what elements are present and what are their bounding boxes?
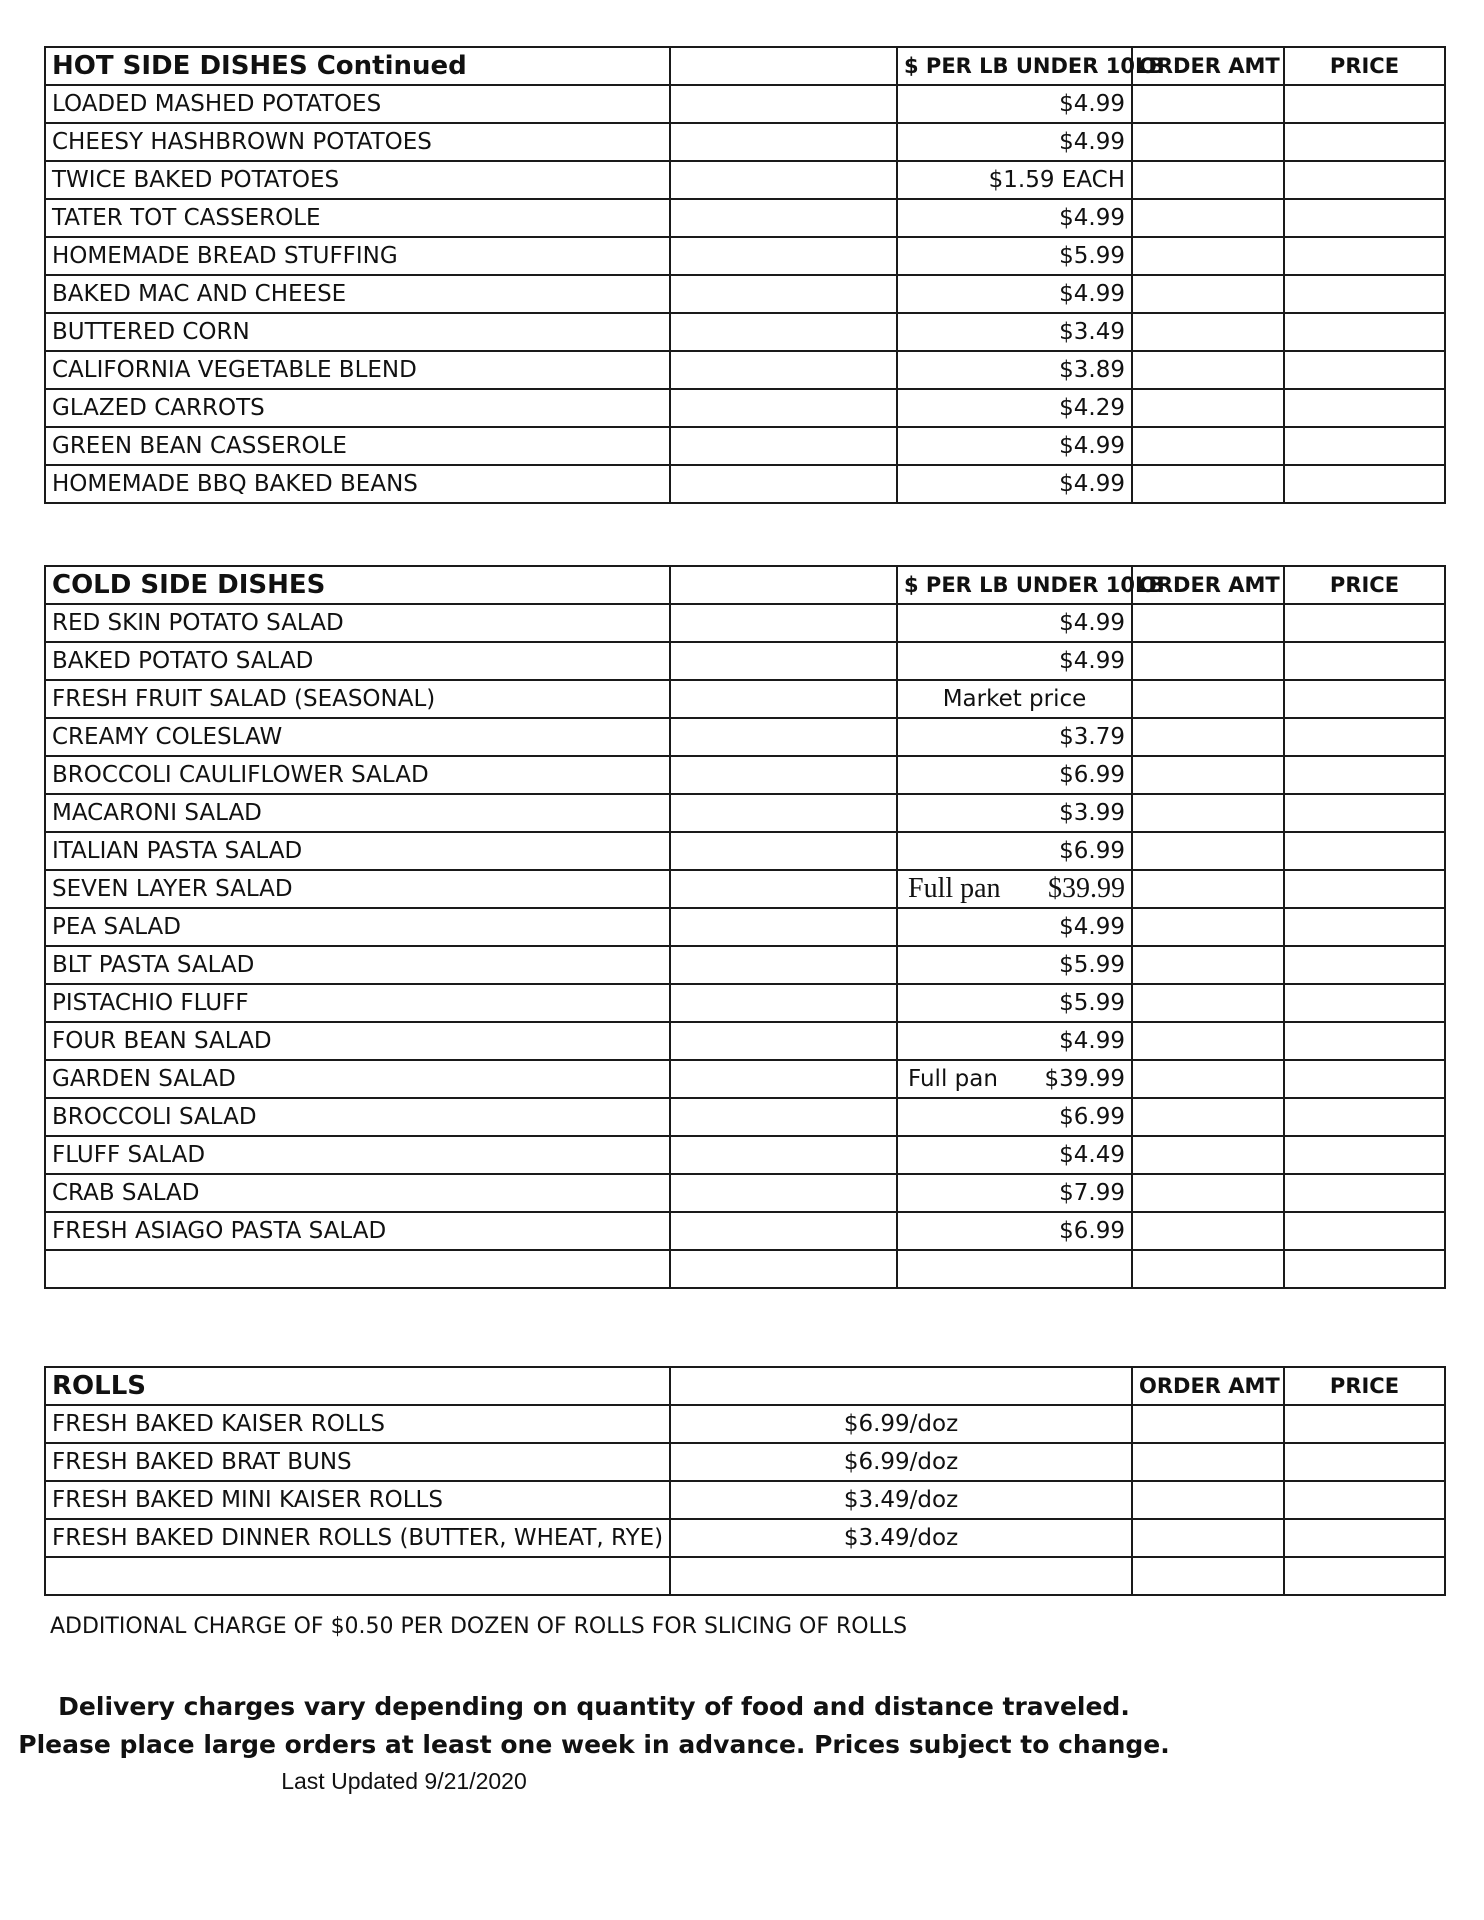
order-amt-cell[interactable] xyxy=(1132,1519,1284,1557)
blank-cell xyxy=(670,718,897,756)
price-cell xyxy=(1284,984,1445,1022)
table-row xyxy=(45,313,1445,351)
column-header-order-amt: ORDER AMT xyxy=(1132,47,1284,85)
item-price: Market price xyxy=(897,680,1132,718)
item-name: GREEN BEAN CASSEROLE xyxy=(45,427,670,465)
table-row xyxy=(45,756,1445,794)
item-price: $7.99 xyxy=(897,1174,1132,1212)
item-name: CREAMY COLESLAW xyxy=(45,718,670,756)
price-cell xyxy=(1284,123,1445,161)
table-row xyxy=(45,642,1445,680)
item-name: TWICE BAKED POTATOES xyxy=(45,161,670,199)
item-price: $5.99 xyxy=(897,984,1132,1022)
price-cell xyxy=(1284,389,1445,427)
blank-cell xyxy=(670,946,897,984)
last-updated: Last Updated 9/21/2020 xyxy=(281,1768,527,1794)
column-header-price: PRICE xyxy=(1284,1367,1445,1405)
price-cell xyxy=(1284,1519,1445,1557)
item-name: BROCCOLI CAULIFLOWER SALAD xyxy=(45,756,670,794)
roll-items xyxy=(45,1405,1445,1557)
item-name: BAKED MAC AND CHEESE xyxy=(45,275,670,313)
order-amt-cell[interactable] xyxy=(1132,275,1284,313)
item-name: FRESH BAKED DINNER ROLLS (BUTTER, WHEAT, RYE) xyxy=(45,1519,670,1557)
price-cell xyxy=(1284,199,1445,237)
item-name: FRESH FRUIT SALAD (SEASONAL) xyxy=(45,680,670,718)
order-amt-cell[interactable] xyxy=(1132,1022,1284,1060)
rolls-table xyxy=(44,1366,1446,1596)
item-price: $4.99 xyxy=(897,427,1132,465)
price-cell xyxy=(1284,1250,1445,1288)
order-amt-cell[interactable] xyxy=(1132,604,1284,642)
item-price: $4.29 xyxy=(897,389,1132,427)
item-price: $39.99 xyxy=(1048,873,1125,904)
blank-cell xyxy=(670,832,897,870)
item-price: $4.99 xyxy=(897,85,1132,123)
table-row xyxy=(45,199,1445,237)
item-name: FLUFF SALAD xyxy=(45,1136,670,1174)
order-amt-cell[interactable] xyxy=(1132,756,1284,794)
full-pan-label: Full pan xyxy=(908,1066,998,1092)
item-name: PEA SALAD xyxy=(45,908,670,946)
item-name: BUTTERED CORN xyxy=(45,313,670,351)
price-cell xyxy=(1284,275,1445,313)
item-price: $6.99 xyxy=(897,832,1132,870)
price-cell xyxy=(1284,908,1445,946)
table-row xyxy=(45,351,1445,389)
table-row xyxy=(45,1098,1445,1136)
order-amt-cell[interactable] xyxy=(1132,1212,1284,1250)
table-row xyxy=(45,870,1445,908)
empty-row xyxy=(45,1557,1445,1595)
price-cell xyxy=(1284,946,1445,984)
column-header-order-amt: ORDER AMT xyxy=(1132,566,1284,604)
price-cell xyxy=(1284,680,1445,718)
order-amt-cell[interactable] xyxy=(1132,237,1284,275)
item-name: CRAB SALAD xyxy=(45,1174,670,1212)
price-cell xyxy=(1284,1174,1445,1212)
item-price: $3.49 xyxy=(897,313,1132,351)
blank-cell xyxy=(670,1098,897,1136)
blank-cell xyxy=(670,566,897,604)
table-row xyxy=(45,832,1445,870)
item-price: $6.99/doz xyxy=(670,1443,1132,1481)
hot-items xyxy=(45,85,1445,503)
price-cell xyxy=(1284,1212,1445,1250)
cold-items xyxy=(45,604,1445,1250)
blank-cell xyxy=(670,313,897,351)
item-price: $4.99 xyxy=(897,1022,1132,1060)
item-price: $1.59 EACH xyxy=(897,161,1132,199)
blank-cell xyxy=(670,1136,897,1174)
item-name: GARDEN SALAD xyxy=(45,1060,670,1098)
table-row xyxy=(45,237,1445,275)
blank-cell xyxy=(670,85,897,123)
order-amt-cell[interactable] xyxy=(1132,313,1284,351)
order-amt-cell[interactable] xyxy=(1132,465,1284,503)
price-cell xyxy=(1284,794,1445,832)
item-price: $4.99 xyxy=(897,642,1132,680)
blank-cell xyxy=(670,237,897,275)
price-cell xyxy=(1284,427,1445,465)
order-amt-cell[interactable] xyxy=(1132,946,1284,984)
item-price: $4.99 xyxy=(897,123,1132,161)
blank-cell xyxy=(670,756,897,794)
price-cell xyxy=(1284,1060,1445,1098)
blank-cell xyxy=(670,389,897,427)
table-row xyxy=(45,1519,1445,1557)
column-header-price-per-lb: $ PER LB UNDER 10LB xyxy=(897,47,1132,85)
item-price: $3.99 xyxy=(897,794,1132,832)
item-price: $6.99 xyxy=(897,1098,1132,1136)
price-cell xyxy=(1284,237,1445,275)
table-row xyxy=(45,908,1445,946)
price-cell xyxy=(1284,870,1445,908)
blank-cell xyxy=(670,47,897,85)
full-pan-label: Full pan xyxy=(908,873,1001,904)
blank-cell xyxy=(670,1022,897,1060)
price-cell xyxy=(1284,161,1445,199)
blank-cell xyxy=(670,908,897,946)
order-amt-cell[interactable] xyxy=(1132,1443,1284,1481)
column-header-order-amt: ORDER AMT xyxy=(1132,1367,1284,1405)
order-amt-cell[interactable] xyxy=(1132,1098,1284,1136)
column-header-price: PRICE xyxy=(1284,566,1445,604)
order-amt-cell[interactable] xyxy=(1132,123,1284,161)
blank-cell xyxy=(670,1212,897,1250)
table-row xyxy=(45,123,1445,161)
item-name: FRESH ASIAGO PASTA SALAD xyxy=(45,1212,670,1250)
table-row xyxy=(45,680,1445,718)
item-name: FRESH BAKED KAISER ROLLS xyxy=(45,1405,670,1443)
table-row xyxy=(45,465,1445,503)
blank-cell xyxy=(670,984,897,1022)
blank-cell xyxy=(670,604,897,642)
price-cell xyxy=(1284,1481,1445,1519)
order-amt-cell[interactable] xyxy=(1132,984,1284,1022)
item-name: BROCCOLI SALAD xyxy=(45,1098,670,1136)
table-row xyxy=(45,1022,1445,1060)
order-amt-cell[interactable] xyxy=(1132,389,1284,427)
item-name: TATER TOT CASSEROLE xyxy=(45,199,670,237)
table-row xyxy=(45,275,1445,313)
blank-cell xyxy=(670,351,897,389)
item-name: CHEESY HASHBROWN POTATOES xyxy=(45,123,670,161)
table-row xyxy=(45,794,1445,832)
slicing-charge-note: ADDITIONAL CHARGE OF $0.50 PER DOZEN OF ROLLS FOR SLICING OF ROLLS xyxy=(50,1614,908,1639)
order-amt-cell[interactable] xyxy=(1132,832,1284,870)
price-cell xyxy=(1284,1098,1445,1136)
item-price: $4.99 xyxy=(897,199,1132,237)
order-amt-cell[interactable] xyxy=(1132,85,1284,123)
table-row xyxy=(45,161,1445,199)
price-cell xyxy=(1284,1443,1445,1481)
item-price: $6.99/doz xyxy=(670,1405,1132,1443)
price-cell xyxy=(1284,85,1445,123)
price-cell xyxy=(1284,1136,1445,1174)
item-price: $4.99 xyxy=(897,465,1132,503)
blank-cell xyxy=(670,642,897,680)
table-row xyxy=(45,1136,1445,1174)
item-name: BLT PASTA SALAD xyxy=(45,946,670,984)
item-name: FRESH BAKED BRAT BUNS xyxy=(45,1443,670,1481)
table-row xyxy=(45,85,1445,123)
table-header-row xyxy=(45,47,1445,85)
table-row xyxy=(45,1443,1445,1481)
blank-cell xyxy=(670,161,897,199)
item-price: $3.89 xyxy=(897,351,1132,389)
blank-cell xyxy=(670,870,897,908)
item-price: $39.99 xyxy=(1044,1066,1125,1092)
item-name: PISTACHIO FLUFF xyxy=(45,984,670,1022)
blank-cell xyxy=(670,1174,897,1212)
column-header-price-per-lb: $ PER LB UNDER 10LB xyxy=(897,566,1132,604)
price-cell xyxy=(1284,718,1445,756)
table-header-row xyxy=(45,1367,1445,1405)
item-name: ITALIAN PASTA SALAD xyxy=(45,832,670,870)
order-amt-cell[interactable] xyxy=(1132,427,1284,465)
price-per-lb-cell xyxy=(897,1060,1132,1098)
table-row xyxy=(45,389,1445,427)
item-price: $3.49/doz xyxy=(670,1481,1132,1519)
order-amt-cell[interactable] xyxy=(1132,1136,1284,1174)
order-amt-cell[interactable] xyxy=(1132,1557,1284,1595)
table-row xyxy=(45,718,1445,756)
price-cell xyxy=(1284,756,1445,794)
table-row xyxy=(45,1481,1445,1519)
item-name: CALIFORNIA VEGETABLE BLEND xyxy=(45,351,670,389)
item-price: $4.99 xyxy=(897,275,1132,313)
item-price: $3.49/doz xyxy=(670,1519,1132,1557)
order-amt-cell[interactable] xyxy=(1132,1405,1284,1443)
blank-cell xyxy=(670,680,897,718)
column-header-price: PRICE xyxy=(1284,47,1445,85)
order-amt-cell[interactable] xyxy=(1132,870,1284,908)
order-amt-cell[interactable] xyxy=(1132,199,1284,237)
item-name: BAKED POTATO SALAD xyxy=(45,642,670,680)
table-row xyxy=(45,984,1445,1022)
price-cell xyxy=(1284,1557,1445,1595)
blank-cell xyxy=(670,794,897,832)
blank-cell xyxy=(670,275,897,313)
price-cell xyxy=(1284,1405,1445,1443)
table-row xyxy=(45,427,1445,465)
order-amt-cell[interactable] xyxy=(1132,908,1284,946)
table-header-row xyxy=(45,566,1445,604)
price-cell xyxy=(1284,642,1445,680)
item-name: HOMEMADE BREAD STUFFING xyxy=(45,237,670,275)
order-amt-cell[interactable] xyxy=(1132,1060,1284,1098)
advance-order-note: Please place large orders at least one week in advance. Prices subject to change. xyxy=(18,1730,1170,1759)
hot-side-dishes-table xyxy=(44,46,1446,504)
order-amt-cell[interactable] xyxy=(1132,718,1284,756)
order-amt-cell[interactable] xyxy=(1132,1174,1284,1212)
price-cell xyxy=(1284,604,1445,642)
order-amt-cell[interactable] xyxy=(1132,1250,1284,1288)
item-price: $5.99 xyxy=(897,237,1132,275)
price-cell xyxy=(1284,465,1445,503)
order-amt-cell[interactable] xyxy=(1132,680,1284,718)
item-price: $5.99 xyxy=(897,946,1132,984)
blank-cell xyxy=(670,1060,897,1098)
table-row xyxy=(45,1405,1445,1443)
empty-row xyxy=(45,1250,1445,1288)
item-name: GLAZED CARROTS xyxy=(45,389,670,427)
item-price: $4.49 xyxy=(897,1136,1132,1174)
item-price: $6.99 xyxy=(897,756,1132,794)
order-amt-cell[interactable] xyxy=(1132,642,1284,680)
item-name: RED SKIN POTATO SALAD xyxy=(45,604,670,642)
order-amt-cell[interactable] xyxy=(1132,161,1284,199)
blank-cell xyxy=(670,123,897,161)
table-row xyxy=(45,1174,1445,1212)
price-cell xyxy=(1284,832,1445,870)
table-row xyxy=(45,604,1445,642)
blank-cell xyxy=(670,465,897,503)
table-row xyxy=(45,1060,1445,1098)
table-row xyxy=(45,1212,1445,1250)
order-amt-cell[interactable] xyxy=(1132,794,1284,832)
blank-cell xyxy=(670,1367,1132,1405)
section-title: COLD SIDE DISHES xyxy=(45,566,670,604)
price-cell xyxy=(1284,313,1445,351)
cold-side-dishes-table xyxy=(44,565,1446,1289)
blank-cell xyxy=(670,427,897,465)
item-price: $4.99 xyxy=(897,604,1132,642)
item-price: $3.79 xyxy=(897,718,1132,756)
item-name: HOMEMADE BBQ BAKED BEANS xyxy=(45,465,670,503)
item-price: $6.99 xyxy=(897,1212,1132,1250)
item-price: $4.99 xyxy=(897,908,1132,946)
order-amt-cell[interactable] xyxy=(1132,351,1284,389)
order-amt-cell[interactable] xyxy=(1132,1481,1284,1519)
price-per-lb-cell xyxy=(897,870,1132,908)
item-name: MACARONI SALAD xyxy=(45,794,670,832)
section-title: HOT SIDE DISHES Continued xyxy=(45,47,670,85)
item-name: FRESH BAKED MINI KAISER ROLLS xyxy=(45,1481,670,1519)
blank-cell xyxy=(670,199,897,237)
delivery-charges-note: Delivery charges vary depending on quantity of food and distance traveled. xyxy=(58,1692,1130,1721)
item-name: LOADED MASHED POTATOES xyxy=(45,85,670,123)
section-title: ROLLS xyxy=(45,1367,670,1405)
price-cell xyxy=(1284,1022,1445,1060)
item-name: FOUR BEAN SALAD xyxy=(45,1022,670,1060)
table-row xyxy=(45,946,1445,984)
price-cell xyxy=(1284,351,1445,389)
item-name: SEVEN LAYER SALAD xyxy=(45,870,670,908)
